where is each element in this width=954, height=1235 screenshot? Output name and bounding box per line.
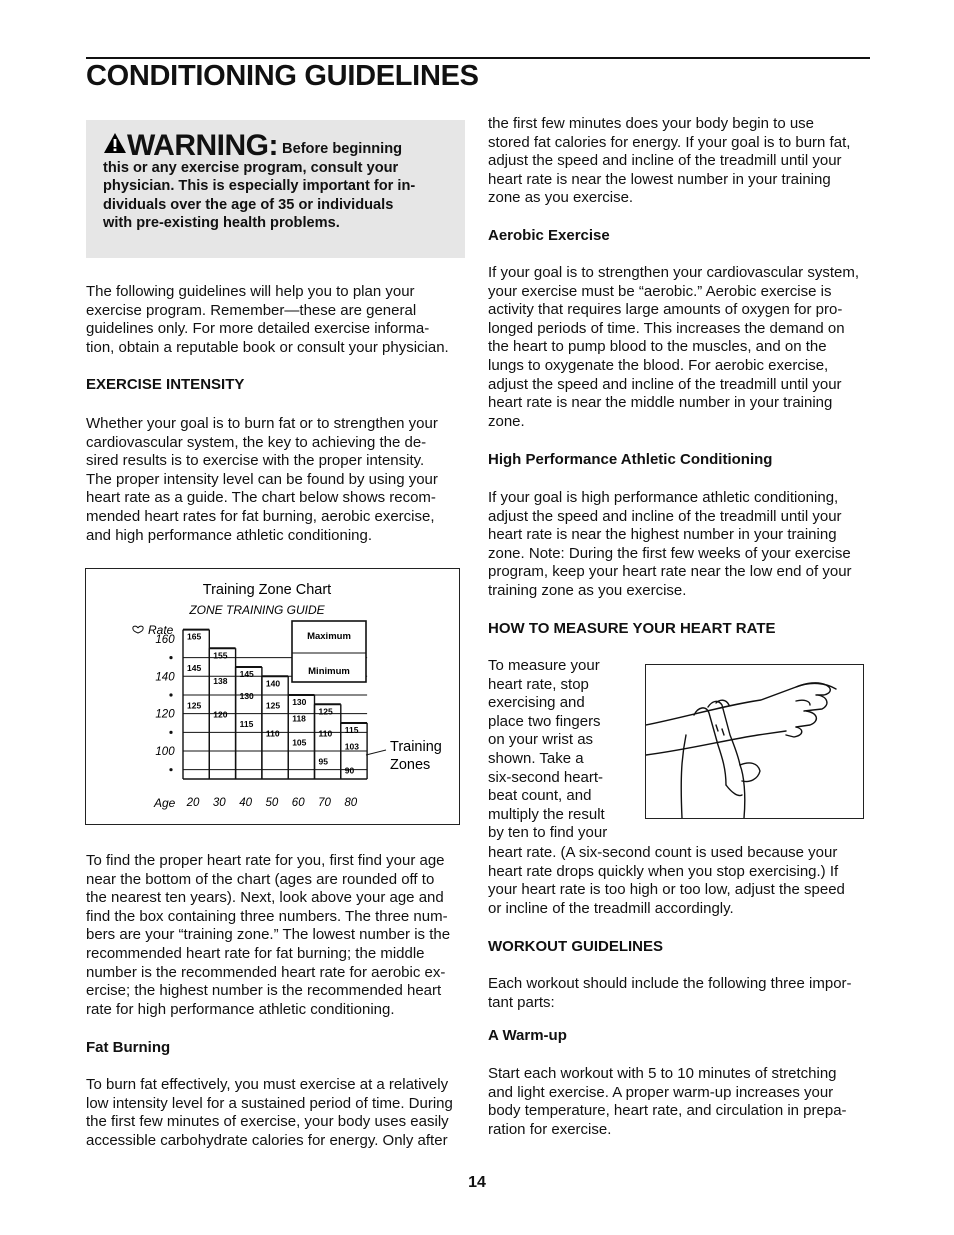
measure-heart-rate-heading: HOW TO MEASURE YOUR HEART RATE xyxy=(488,620,776,637)
text-line: the heart to pump blood to the muscles, and on the xyxy=(488,338,827,356)
zone-minimum-label: 105 xyxy=(292,737,307,748)
text-line: find the box containing three numbers. The three num- xyxy=(86,907,448,925)
text-line: six-second heart- xyxy=(488,768,604,786)
training-zone-chart xyxy=(85,568,460,825)
text-line: the first few minutes of exercise, your body uses easily xyxy=(86,1113,449,1131)
text-line: stored fat calories for energy. If your goal is to burn fat, xyxy=(488,133,851,151)
intensity-paragraph xyxy=(86,415,466,545)
text-line: and high performance athletic conditioning. xyxy=(86,526,373,544)
fat-burning-heading: Fat Burning xyxy=(86,1039,171,1056)
zone-middle-label: 130 xyxy=(239,690,254,701)
x-axis-label: Age xyxy=(154,796,176,810)
heart-icon xyxy=(133,626,143,633)
text-line: multiply the result xyxy=(488,805,605,823)
text-line: heart rate is near the highest number in your training xyxy=(488,526,837,544)
text-line: heart rate as a guide. The chart below shows recom- xyxy=(86,489,436,507)
warm-up-heading: A Warm-up xyxy=(488,1027,567,1044)
text-line: near the bottom of the chart (ages are rounded off to xyxy=(86,870,435,888)
text-line: guidelines only. For more detailed exercise informa- xyxy=(86,320,430,338)
text-line: heart rate drops quickly when you stop exercising.) If xyxy=(488,862,839,880)
text-line: your exercise must be “aerobic.” Aerobic exercise is xyxy=(488,282,832,300)
text-line: heart rate is near the lowest number in your training xyxy=(488,170,831,188)
x-tick-label: 30 xyxy=(212,797,226,809)
page-title: CONDITIONING GUIDELINES xyxy=(86,60,479,92)
text-line: shown. Take a xyxy=(488,749,584,767)
zone-minimum-label: 95 xyxy=(318,756,328,767)
text-line: heart rate, stop xyxy=(488,675,589,693)
x-tick-label: 70 xyxy=(318,797,331,809)
fat-burning-paragraph xyxy=(86,1076,466,1150)
text-line: and light exercise. A proper warm-up increases your xyxy=(488,1083,834,1101)
hand-wrist-icon xyxy=(646,665,863,818)
text-line: To measure your xyxy=(488,657,600,674)
legend-maximum: Maximum xyxy=(307,631,351,642)
warning-text xyxy=(103,129,448,233)
text-line: beat count, and xyxy=(488,787,592,805)
text-line: longed periods of time. This increases the demand on xyxy=(488,319,845,337)
x-tick-label: 80 xyxy=(344,797,358,809)
y-tick-label: 160 xyxy=(155,633,175,646)
workout-guidelines-heading: WORKOUT GUIDELINES xyxy=(488,938,663,955)
text-line: your heart rate is too high or too low, adjust the speed xyxy=(488,881,845,899)
zone-minimum-label: 90 xyxy=(344,765,355,776)
text-line: tion, obtain a reputable book or consult your physician. xyxy=(86,338,449,356)
zone-middle-label: 125 xyxy=(265,700,281,711)
text-line: this or any exercise program, consult your xyxy=(103,159,399,176)
aerobic-paragraph xyxy=(488,264,870,431)
warning-box xyxy=(86,120,465,258)
text-line: heart rate. (A six-second count is used because your xyxy=(488,844,838,861)
warm-up-paragraph xyxy=(488,1065,870,1139)
warning-triangle-icon xyxy=(103,132,127,154)
x-tick-label: 60 xyxy=(291,797,305,809)
measure-paragraph-narrow xyxy=(488,657,638,843)
text-line: lungs to oxygenate the blood. For aerobic exercise, xyxy=(488,356,829,374)
text-line: physician. This is especially important for in- xyxy=(103,178,416,195)
measure-paragraph-wide xyxy=(488,844,870,918)
text-line: cardiovascular system, the key to achieving the de- xyxy=(86,433,427,451)
text-line: ration for exercise. xyxy=(488,1120,612,1138)
text-line: heart rate is near the middle number in your training xyxy=(488,394,833,412)
find-paragraph xyxy=(86,852,466,1019)
workout-paragraph xyxy=(488,975,870,1012)
fat-burning-continued xyxy=(488,115,870,208)
text-line: The following guidelines will help you to plan your xyxy=(86,283,415,300)
text-line: on your wrist as xyxy=(488,731,594,749)
text-line: rate for high performance athletic conditioning. xyxy=(86,1000,395,1018)
text-line: The proper intensity level can be found by using your xyxy=(86,470,438,488)
text-line: or incline of the treadmill accordingly. xyxy=(488,899,734,917)
warning-label: WARNING: xyxy=(127,129,278,162)
text-line: zone. Note: During the first few weeks of your exercise xyxy=(488,544,851,562)
y-tick-label: 100 xyxy=(155,745,175,758)
zone-maximum-label: 155 xyxy=(213,650,228,661)
zone-maximum-label: 125 xyxy=(318,706,333,717)
zone-middle-label: 118 xyxy=(292,713,306,724)
intro-paragraph xyxy=(86,283,466,357)
text-line: the nearest ten years). Next, look above your age and xyxy=(86,889,444,907)
chart-title: Training Zone Chart xyxy=(202,582,332,598)
x-tick-label: 20 xyxy=(186,797,200,809)
text-line: exercise program. Remember—these are general xyxy=(86,301,417,319)
text-line: activity that requires large amounts of oxygen for pro- xyxy=(488,301,843,319)
title-rule xyxy=(86,57,870,59)
text-line: adjust the speed and incline of the treadmill until your xyxy=(488,375,842,393)
text-line: If your goal is high performance athletic conditioning, xyxy=(488,489,839,506)
text-line: To burn fat effectively, you must exercise at a relatively xyxy=(86,1076,449,1093)
high-performance-paragraph xyxy=(488,489,870,601)
text-line: with pre-existing health problems. xyxy=(103,215,340,232)
zone-middle-label: 145 xyxy=(187,662,202,673)
text-line: the first few minutes does your body begin to use xyxy=(488,115,815,132)
wrist-pulse-illustration xyxy=(645,664,864,819)
text-line: mended heart rates for fat burning, aerobic exercise, xyxy=(86,507,435,525)
text-line: low intensity level for a sustained period of time. During xyxy=(86,1094,453,1112)
zone-minimum-label: 115 xyxy=(239,718,254,729)
y-axis-label: Rate xyxy=(148,623,174,637)
aerobic-heading: Aerobic Exercise xyxy=(488,227,610,244)
zone-middle-label: 103 xyxy=(344,741,359,752)
text-line: accessible carbohydrate calories for energy. Only after xyxy=(86,1131,448,1149)
y-tick-dot xyxy=(169,656,172,659)
page-number: 14 xyxy=(468,1174,486,1191)
legend-minimum: Minimum xyxy=(308,666,350,677)
high-performance-heading: High Performance Athletic Conditioning xyxy=(488,451,773,468)
chart-svg xyxy=(86,569,459,824)
text-line: zone as you exercise. xyxy=(488,189,634,207)
zone-middle-label: 138 xyxy=(213,676,228,687)
text-line: Whether your goal is to burn fat or to strengthen your xyxy=(86,415,438,432)
text-line: If your goal is to strengthen your cardiovascular system, xyxy=(488,264,860,281)
text-line: adjust the speed and incline of the treadmill until your xyxy=(488,507,842,525)
text-line: ercise; the highest number is the recommended heart xyxy=(86,982,442,1000)
x-tick-label: 40 xyxy=(239,797,252,809)
zone-middle-label: 110 xyxy=(318,728,333,739)
callout-label: Zones xyxy=(390,757,431,773)
text-line: To find the proper heart rate for you, first find your age xyxy=(86,852,445,869)
text-line: program, keep your heart rate near the low end of your xyxy=(488,563,852,581)
zone-maximum-label: 140 xyxy=(265,678,281,689)
exercise-intensity-heading: EXERCISE INTENSITY xyxy=(86,376,245,393)
text-line: sired results is to exercise with the proper intensity. xyxy=(86,452,425,470)
zone-minimum-label: 110 xyxy=(265,728,280,739)
zone-minimum-label: 120 xyxy=(213,709,228,720)
zone-maximum-label: 165 xyxy=(187,631,202,642)
zone-maximum-label: 145 xyxy=(239,668,254,679)
text-line: dividuals over the age of 35 or individuals xyxy=(103,196,394,213)
text-line: exercising and xyxy=(488,694,585,712)
warning-line: Before beginning xyxy=(282,141,403,157)
chart-subtitle: ZONE TRAINING GUIDE xyxy=(189,603,325,617)
text-line: place two fingers xyxy=(488,712,601,730)
text-line: by ten to find your xyxy=(488,824,608,842)
text-line: body temperature, heart rate, and circulation in prepa- xyxy=(488,1102,847,1120)
y-tick-dot xyxy=(169,768,172,771)
text-line: bers are your “training zone.” The lowest number is the xyxy=(86,926,451,944)
y-tick-label: 140 xyxy=(155,671,175,684)
zone-maximum-label: 130 xyxy=(292,696,307,707)
x-tick-label: 50 xyxy=(265,797,279,809)
text-line: number is the recommended heart rate for aerobic ex- xyxy=(86,963,446,981)
zone-minimum-label: 125 xyxy=(187,700,202,711)
text-line: recommended heart rate for fat burning; the middle xyxy=(86,944,425,962)
text-line: Start each workout with 5 to 10 minutes of stretching xyxy=(488,1065,837,1082)
zone-maximum-label: 115 xyxy=(344,724,359,735)
y-tick-label: 120 xyxy=(155,708,175,721)
callout-leader xyxy=(366,750,386,755)
text-line: Each workout should include the following three impor- xyxy=(488,975,852,992)
text-line: training zone as you exercise. xyxy=(488,581,687,599)
y-tick-dot xyxy=(169,731,172,734)
text-line: adjust the speed and incline of the treadmill until your xyxy=(488,152,842,170)
callout-label: Training xyxy=(390,739,442,755)
text-line: zone. xyxy=(488,412,525,430)
y-tick-dot xyxy=(169,693,172,696)
text-line: tant parts: xyxy=(488,993,555,1011)
